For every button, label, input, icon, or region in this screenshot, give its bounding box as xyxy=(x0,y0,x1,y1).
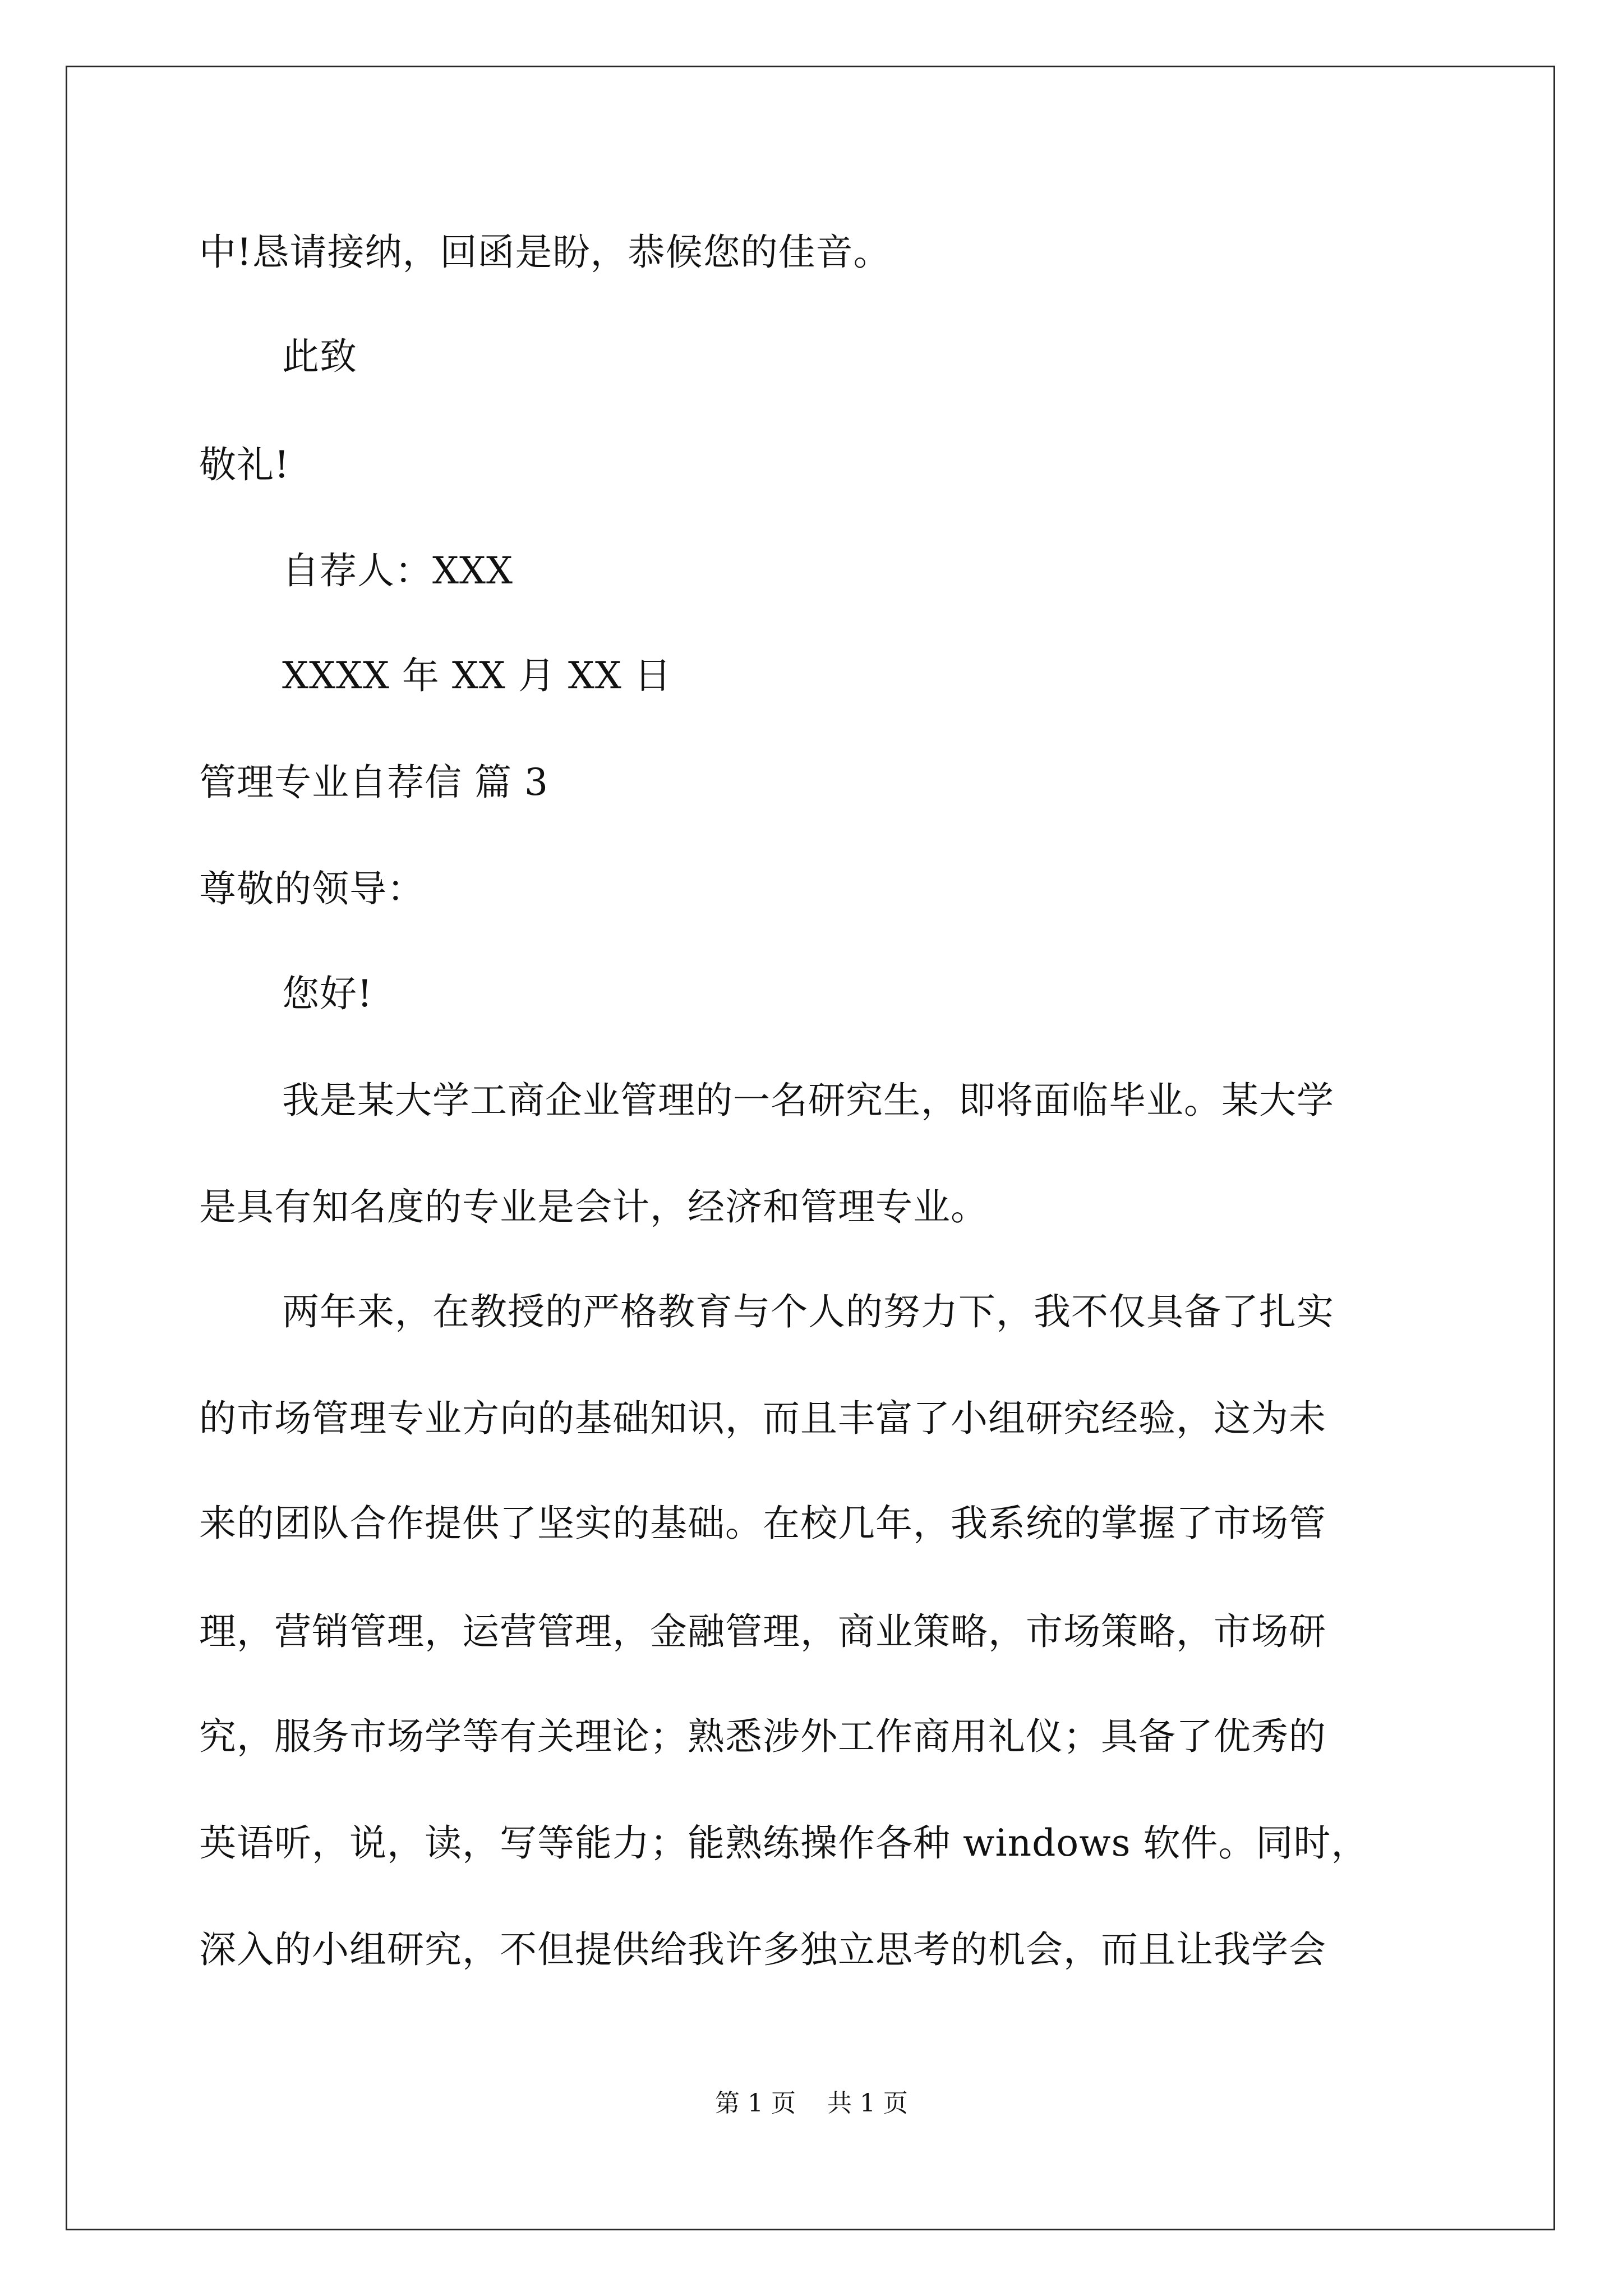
body-line: 的市场管理专业方向的基础知识，而且丰富了小组研究经验，这为未 xyxy=(199,1397,1326,1440)
page-footer: 第 1 页 共 1 页 xyxy=(715,2089,908,2118)
body-line: 我是某大学工商企业管理的一名研究生，即将面临毕业。某大学 xyxy=(282,1079,1334,1122)
body-line: 究，服务市场学等有关理论；熟悉涉外工作商用礼仪；具备了优秀的 xyxy=(199,1715,1326,1758)
page-border xyxy=(66,66,1555,2230)
greeting: 您好! xyxy=(282,972,373,1015)
greeting-recipient: 尊敬的领导： xyxy=(199,867,425,910)
body-line: 两年来，在教授的严格教育与个人的努力下，我不仅具备了扎实 xyxy=(282,1290,1334,1333)
regards: 敬礼! xyxy=(199,443,290,486)
date-line: XXXX 年 XX 月 XX 日 xyxy=(282,654,672,697)
body-line: 深入的小组研究，不但提供给我许多独立思考的机会，而且让我学会 xyxy=(199,1928,1326,1971)
body-line: 是具有知名度的专业是会计，经济和管理专业。 xyxy=(199,1185,988,1228)
signer: 自荐人：XXX xyxy=(282,549,513,592)
section-heading: 管理专业自荐信 篇 3 xyxy=(199,761,548,804)
body-line: 英语听，说，读，写等能力；能熟练操作各种 windows 软件。同时， xyxy=(199,1821,1369,1865)
closing-line: 中!恳请接纳，回函是盼，恭候您的佳音。 xyxy=(199,231,891,274)
body-line: 来的团队合作提供了坚实的基础。在校几年，我系统的掌握了市场管 xyxy=(199,1502,1326,1545)
salutation-closing: 此致 xyxy=(282,335,357,378)
body-line: 理，营销管理，运营管理，金融管理，商业策略，市场策略，市场研 xyxy=(199,1610,1326,1653)
